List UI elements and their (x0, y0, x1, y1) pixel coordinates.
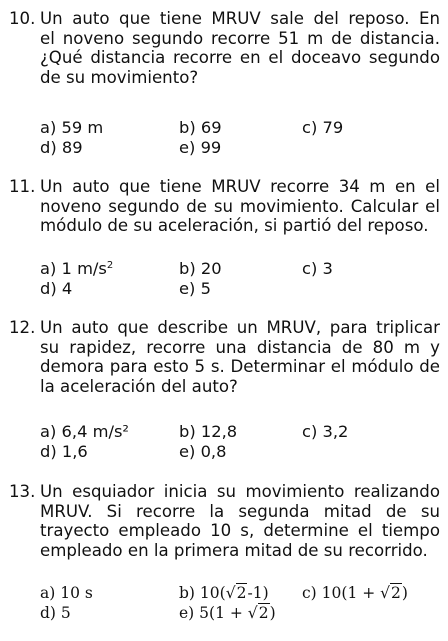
question-line: 12. Un auto que describe un MRUV, para triplicar (9, 318, 440, 337)
problem-13 (9, 482, 440, 560)
option-e: e) 99 (179, 137, 222, 157)
square-root: √2 (247, 603, 269, 622)
problem-number: 13. (9, 482, 36, 501)
option-c: c) 10(1 + √2) (302, 584, 408, 602)
question-line: el noveno segundo recorre 51 m de distancia. (40, 28, 440, 48)
question-line: ¿Qué distancia recorre en el doceavo segundo (40, 48, 440, 67)
option-d: d) 1,6 (40, 441, 88, 461)
option-a: a) 1 $m/s^2$ (40, 259, 114, 278)
question-line: su rapidez, recorre una distancia de 80 m y (40, 337, 440, 357)
option-b: b) 20 (179, 259, 222, 278)
option-a: a) 6,4 m/s² (40, 422, 129, 441)
question-line: empleado en la primera mitad de su recorrido. (40, 540, 428, 560)
question-line: 10. Un auto que tiene MRUV sale del reposo. En (9, 9, 440, 28)
question-line: MRUV. Si recorre la segunda mitad de su (40, 501, 440, 521)
problem-number: 11. (9, 177, 36, 196)
option-e: e) 5(1 + √2) (179, 603, 276, 622)
option-d: d) 4 (40, 278, 73, 298)
option-d: d) 89 (40, 137, 83, 157)
question-line: la aceleración del auto? (40, 376, 238, 396)
question-line: de su movimiento? (40, 67, 199, 87)
problem-number: 12. (9, 318, 36, 337)
option-b: b) 12,8 (179, 422, 238, 441)
option-c: c) 3 (302, 259, 333, 278)
option-a: a) 10 s (40, 584, 93, 602)
problem-number: 10. (9, 9, 36, 28)
option-b: b) 69 (179, 118, 222, 137)
question-line: demora para esto 5 s. Determinar el módulo de (40, 357, 440, 376)
square-root: √2 (380, 584, 401, 602)
question-line: 11. Un auto que tiene MRUV recorre 34 m en el (9, 177, 440, 196)
question-line: noveno segundo de su movimiento. Calcular el (40, 196, 440, 216)
option-d: d) 5 (40, 603, 71, 622)
option-c: c) 79 (302, 118, 344, 137)
option-a: a) 59 m (40, 118, 104, 137)
option-c: c) 3,2 (302, 422, 349, 441)
problem-10 (9, 9, 440, 87)
question-line: módulo de su aceleración, si partió del reposo. (40, 216, 429, 235)
option-b: b) 10(√2-1) (179, 584, 269, 602)
question-line: trayecto empleado 10 s, determine el tiempo (40, 521, 440, 540)
option-e: e) 0,8 (179, 441, 227, 461)
question-line: 13. Un esquiador inicia su movimiento realizando (9, 482, 440, 501)
problem-11 (9, 177, 440, 236)
problem-12 (9, 318, 440, 396)
square-root: √2 (225, 584, 247, 602)
option-e: e) 5 (179, 278, 211, 298)
